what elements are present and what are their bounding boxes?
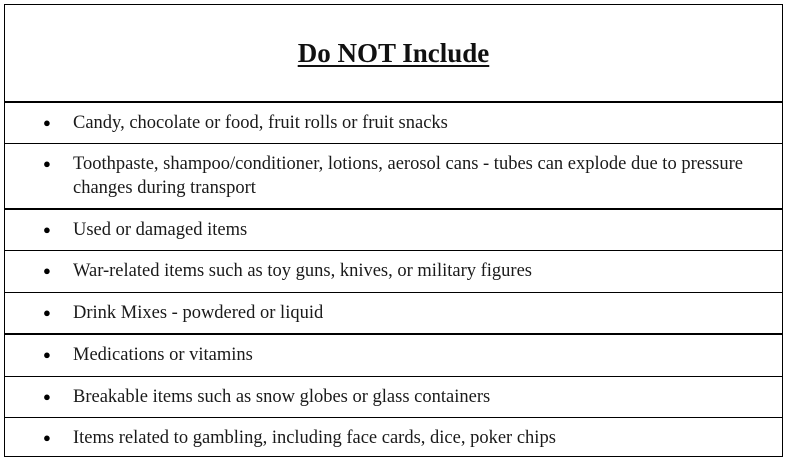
- do-not-include-table: [4, 4, 783, 457]
- list-item: [5, 210, 782, 251]
- bullet-icon: ●: [43, 263, 51, 278]
- bullet-icon: ●: [43, 430, 51, 445]
- table-header: [5, 5, 782, 103]
- list-item-text: Medications or vitamins: [73, 345, 253, 365]
- bullet-icon: ●: [43, 389, 51, 404]
- list-item: [5, 144, 782, 210]
- bullet-icon: ●: [43, 222, 51, 237]
- list-item: [5, 251, 782, 293]
- list-item-text: War-related items such as toy guns, knives, or military figures: [73, 261, 532, 281]
- bullet-icon: ●: [43, 347, 51, 362]
- list-item: [5, 377, 782, 418]
- list-item: [5, 335, 782, 377]
- list-item-text: Items related to gambling, including face cards, dice, poker chips: [73, 428, 556, 448]
- list-item: [5, 418, 782, 456]
- page-title: Do NOT Include: [297, 37, 490, 68]
- list-item-text: Candy, chocolate or food, fruit rolls or fruit snacks: [73, 113, 448, 133]
- list-item-text: Used or damaged items: [73, 220, 248, 240]
- bullet-icon: ●: [43, 156, 51, 171]
- list-item: [5, 293, 782, 335]
- list-item: [5, 103, 782, 144]
- list-item-text: Breakable items such as snow globes or glass containers: [73, 387, 491, 407]
- bullet-icon: ●: [43, 305, 51, 320]
- bullet-icon: ●: [43, 115, 51, 130]
- list-item-text: Toothpaste, shampoo/conditioner, lotions, aerosol cans - tubes can explode due to pressure changes during transport: [73, 154, 743, 198]
- list-item-text: Drink Mixes - powdered or liquid: [73, 303, 324, 323]
